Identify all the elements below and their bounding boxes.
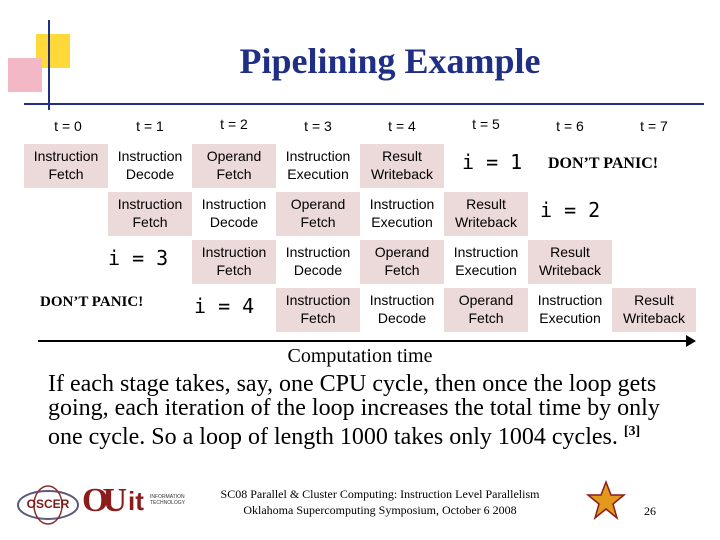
page-number: 26	[644, 504, 656, 518]
citation: [3]	[623, 424, 641, 439]
stage-cell: Instruction Execution	[360, 192, 444, 236]
decor-square-pink	[8, 58, 42, 92]
oscer-logo	[16, 484, 80, 526]
time-tick-6: t = 6	[556, 118, 584, 134]
stage-cell: Instruction Execution	[528, 288, 612, 332]
footer-line-2: Oklahoma Supercomputing Symposium, October 6 2008	[243, 503, 517, 517]
stage-cell: Operand Fetch	[276, 192, 360, 236]
stage-cell: Operand Fetch	[444, 288, 528, 332]
time-tick-0: t = 0	[54, 118, 82, 134]
stage-cell: Result Writeback	[528, 240, 612, 284]
slide-title: Pipelining Example	[239, 41, 541, 81]
stage-cell: Result Writeback	[360, 144, 444, 188]
ou-logo: OU	[82, 482, 121, 519]
stage-cell: Instruction Fetch	[24, 144, 108, 188]
stage-cell: Result Writeback	[444, 192, 528, 236]
corner-decoration	[0, 0, 80, 110]
time-tick-2: t = 2	[220, 116, 248, 132]
axis-arrow-icon	[686, 335, 696, 347]
stage-cell: Instruction Fetch	[108, 192, 192, 236]
stage-cell: Result Writeback	[612, 288, 696, 332]
stage-cell: Instruction Execution	[276, 144, 360, 188]
stage-cell: Instruction Fetch	[192, 240, 276, 284]
time-tick-1: t = 1	[136, 118, 164, 134]
panic-label-right: DON’T PANIC!	[548, 155, 659, 172]
time-axis	[38, 340, 688, 342]
footer-line-1: SC08 Parallel & Cluster Computing: Instruction Level Parallelism	[220, 487, 540, 501]
stage-cell: Instruction Decode	[108, 144, 192, 188]
star-icon	[586, 480, 626, 520]
time-tick-3: t = 3	[304, 118, 332, 134]
time-tick-5: t = 5	[472, 116, 500, 132]
it-logo-subtext: INFORMATION TECHNOLOGY	[150, 494, 186, 506]
sc08-star-logo	[586, 480, 626, 520]
decor-line-vertical	[48, 20, 50, 110]
decor-line-horizontal	[24, 103, 704, 105]
panic-label-left: DON’T PANIC!	[40, 294, 144, 310]
explanation-paragraph	[48, 372, 688, 449]
iteration-label-2: i = 2	[540, 198, 601, 222]
footer-text	[190, 486, 570, 518]
iteration-label-4: i = 4	[194, 294, 255, 318]
stage-cell: Instruction Decode	[192, 192, 276, 236]
time-tick-4: t = 4	[388, 118, 416, 134]
time-tick-7: t = 7	[640, 118, 668, 134]
stage-cell: Operand Fetch	[192, 144, 276, 188]
stage-cell: Instruction Decode	[276, 240, 360, 284]
axis-label: Computation time	[287, 345, 433, 367]
paragraph-text: If each stage takes, say, one CPU cycle, then once the loop gets going, each iteration of the loop increases the total time by only one cycle. So a loop of length 1000 takes only 1004 cycles.	[48, 371, 660, 450]
stage-cell: Instruction Decode	[360, 288, 444, 332]
stage-cell: Instruction Fetch	[276, 288, 360, 332]
it-logo	[120, 486, 186, 526]
iteration-label-1: i = 1	[462, 150, 523, 174]
iteration-label-3: i = 3	[108, 246, 169, 270]
oscer-logo-text: OSCER	[26, 497, 70, 511]
stage-cell: Instruction Execution	[444, 240, 528, 284]
stage-cell: Operand Fetch	[360, 240, 444, 284]
it-logo-text: it	[128, 486, 144, 516]
